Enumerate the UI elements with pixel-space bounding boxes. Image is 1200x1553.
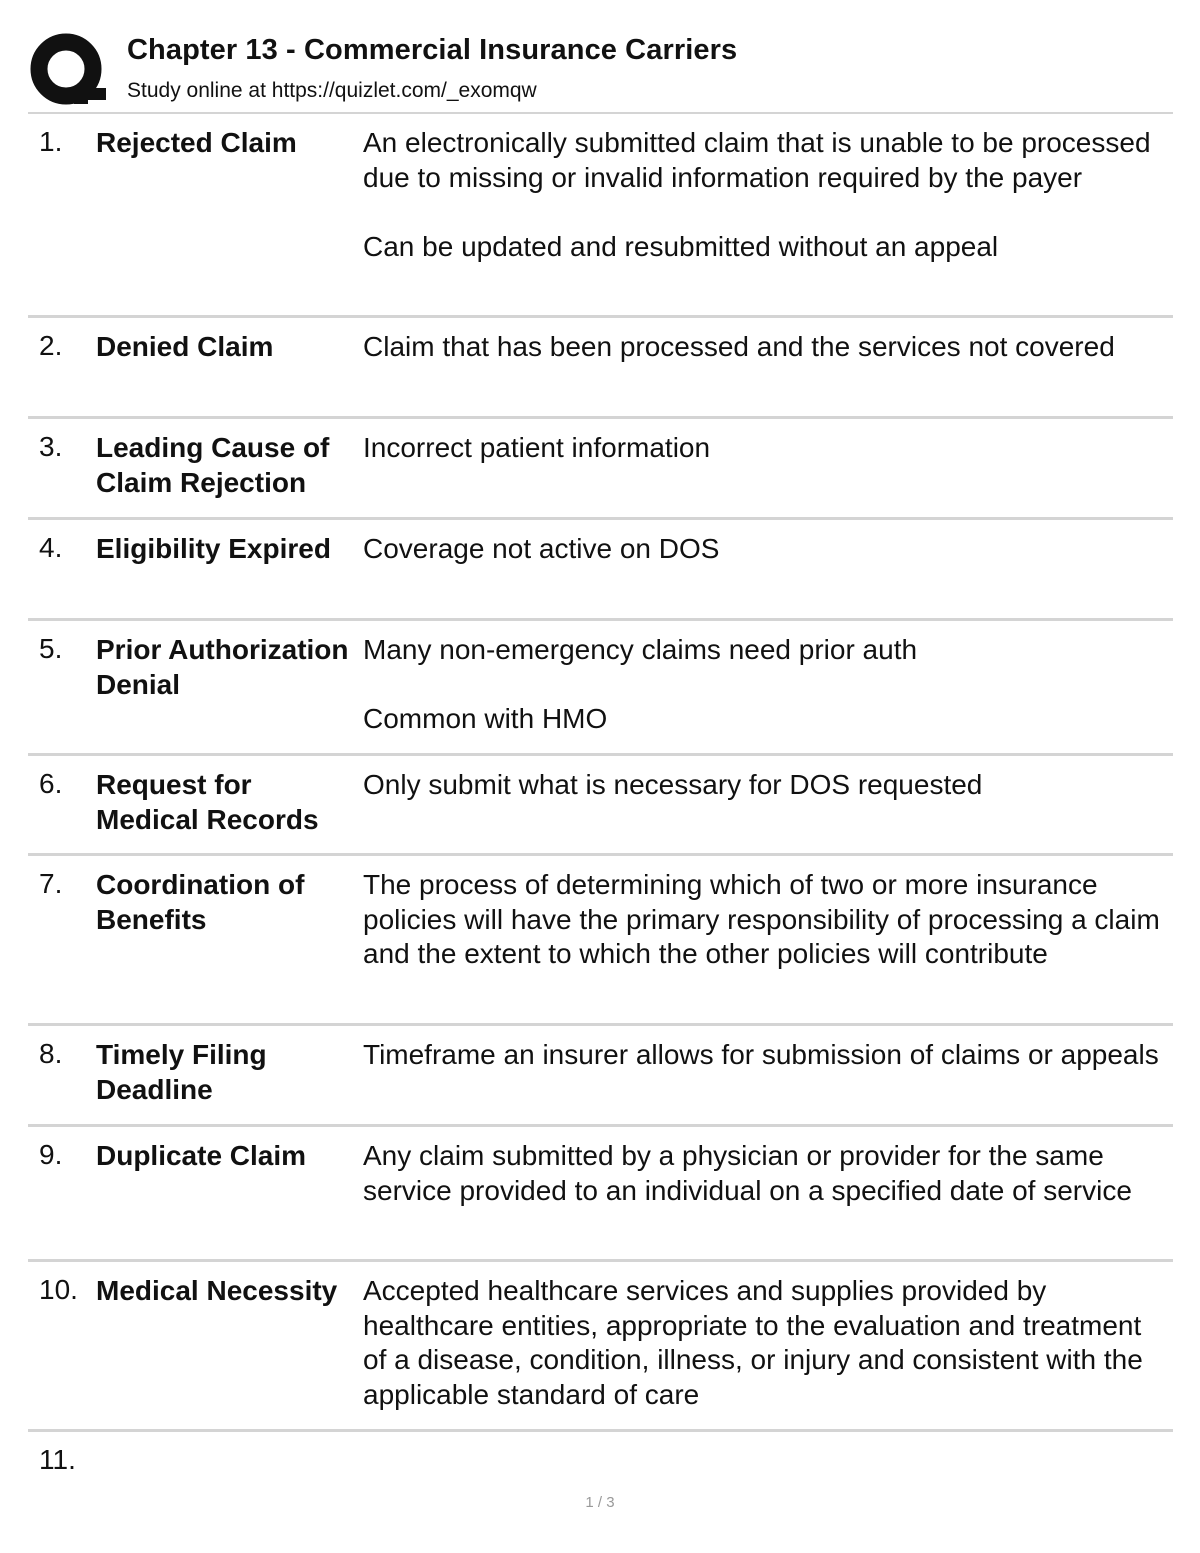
quizlet-q-logo-icon <box>30 32 106 108</box>
card-term: Prior Authorization Denial <box>96 634 349 700</box>
card-number: 10. <box>39 1274 78 1305</box>
page-title: Chapter 13 - Commercial Insurance Carriers <box>127 34 738 66</box>
card-number: 8. <box>39 1038 63 1069</box>
flashcard <box>28 856 1173 1026</box>
card-term: Request for Medical Records <box>96 769 319 835</box>
card-term: Rejected Claim <box>96 127 297 158</box>
definition-paragraph: Coverage not active on DOS <box>363 533 720 564</box>
card-definition <box>363 868 1163 972</box>
definition-paragraph: Accepted healthcare services and supplies provided by healthcare entities, appropriate to the evaluation and treatment of a disease, condition, illness, or injury and consistent with the applicable standard of care <box>363 1275 1143 1410</box>
card-number: 4. <box>39 532 63 563</box>
flashcard <box>28 1026 1173 1127</box>
card-term: Timely Filing Deadline <box>96 1039 267 1105</box>
card-term: Medical Necessity <box>96 1275 338 1306</box>
study-online-link[interactable]: Study online at https://quizlet.com/_exomqw <box>127 79 537 102</box>
flashcard <box>28 318 1173 419</box>
card-definition <box>363 633 1163 737</box>
card-number: 6. <box>39 768 63 799</box>
flashcard <box>28 114 1173 318</box>
flashcard <box>28 1432 1173 1492</box>
card-number: 9. <box>39 1139 63 1170</box>
definition-paragraph: Common with HMO <box>363 703 608 734</box>
card-number: 11. <box>39 1444 76 1475</box>
card-term: Denied Claim <box>96 331 274 362</box>
card-definition <box>363 1139 1163 1208</box>
card-term: Coordination of Benefits <box>96 869 305 935</box>
card-definition <box>363 1274 1163 1412</box>
card-definition <box>363 768 1163 803</box>
card-number: 5. <box>39 633 63 664</box>
definition-paragraph: Only submit what is necessary for DOS requested <box>363 769 983 800</box>
flashcard <box>28 1127 1173 1262</box>
card-definition <box>363 1038 1163 1073</box>
card-term: Duplicate Claim <box>96 1140 307 1171</box>
card-number: 7. <box>39 868 63 899</box>
flashcard <box>28 621 1173 756</box>
flashcard <box>28 756 1173 856</box>
card-definition <box>363 431 1163 466</box>
card-term: Leading Cause of Claim Rejection <box>96 432 330 498</box>
definition-paragraph: Many non-emergency claims need prior auth <box>363 634 918 665</box>
card-number: 2. <box>39 330 63 361</box>
definition-paragraph: Claim that has been processed and the services not covered <box>363 331 1115 362</box>
card-definition <box>363 126 1163 264</box>
flashcard <box>28 520 1173 621</box>
definition-paragraph: Any claim submitted by a physician or provider for the same service provided to an individual on a specified date of service <box>363 1140 1132 1206</box>
definition-paragraph: An electronically submitted claim that is unable to be processed due to missing or invalid information required by the payer <box>363 127 1151 193</box>
page-header <box>30 28 1172 112</box>
card-term: Eligibility Expired <box>96 533 331 564</box>
card-number: 3. <box>39 431 63 462</box>
definition-paragraph: The process of determining which of two or more insurance policies will have the primary responsibility of processing a claim and the extent to which the other policies will contribute <box>363 869 1160 969</box>
flashcard <box>28 1262 1173 1432</box>
card-definition <box>363 532 1163 567</box>
flashcard <box>28 419 1173 520</box>
card-definition <box>363 330 1163 365</box>
definition-paragraph: Can be updated and resubmitted without an appeal <box>363 230 999 262</box>
card-number: 1. <box>39 126 63 157</box>
definition-paragraph: Timeframe an insurer allows for submission of claims or appeals <box>363 1039 1159 1070</box>
flashcard-list <box>28 114 1173 1492</box>
definition-paragraph: Incorrect patient information <box>363 432 711 463</box>
page-indicator: 1 / 3 <box>585 1494 615 1511</box>
